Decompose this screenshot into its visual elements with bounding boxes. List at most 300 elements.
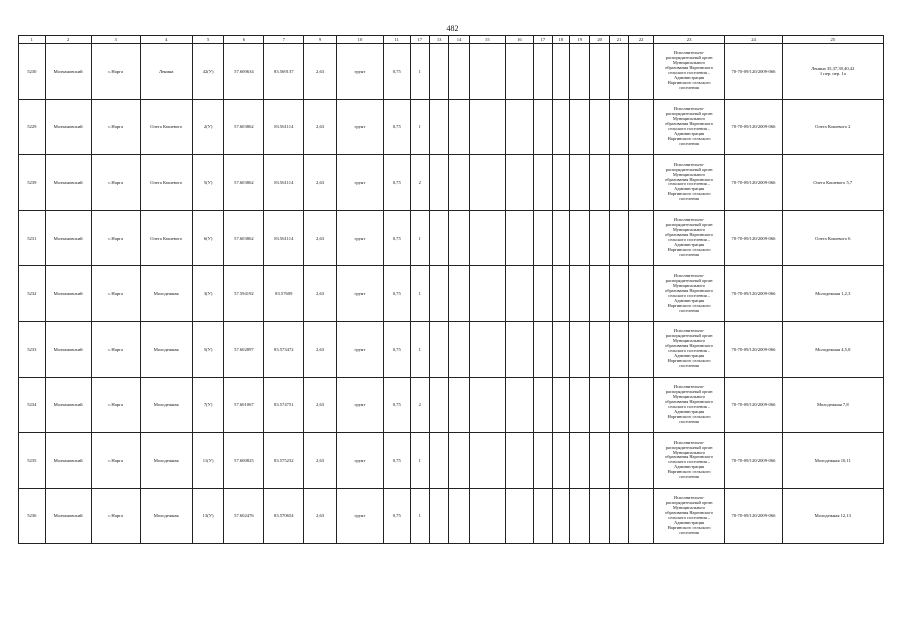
cell-empty	[505, 321, 534, 377]
cell-empty	[505, 99, 534, 155]
owner-line: Муниципального	[672, 282, 706, 288]
cell-registration-number: 70-70-09/120/2009-066	[725, 377, 782, 433]
cell-empty	[534, 210, 552, 266]
cell-empty	[429, 44, 448, 100]
cell-owner	[653, 210, 725, 266]
cell-empty	[552, 155, 569, 211]
cell-empty	[505, 210, 534, 266]
cell-empty	[609, 99, 628, 155]
cell-count: 1	[410, 488, 429, 544]
cell-registration-number: 70-70-09/120/2009-066	[725, 99, 782, 155]
cell-house-number: 13(У)	[192, 488, 224, 544]
cell-street: Молодежная	[140, 266, 192, 322]
cell-empty	[609, 210, 628, 266]
column-number: 1	[19, 36, 46, 44]
cell-empty	[469, 99, 505, 155]
cell-empty	[569, 321, 589, 377]
page-number: 482	[446, 24, 459, 33]
owner-line: Муниципального	[672, 227, 706, 233]
owner-line: поселения	[679, 307, 699, 313]
cell-district: Молчановский	[45, 377, 91, 433]
cell-count: 1	[410, 210, 429, 266]
cell-surface: грунт	[336, 377, 383, 433]
cell-longitude: 83.575232	[264, 433, 304, 489]
cell-count: 1	[410, 266, 429, 322]
cell-empty	[590, 155, 609, 211]
cell-empty	[569, 99, 589, 155]
owner-line: Наргинского сельского	[667, 469, 711, 475]
table-row	[19, 44, 884, 100]
owner-line: поселения	[679, 140, 699, 146]
cell-surface: грунт	[336, 155, 383, 211]
owner-line: сельского поселения –	[668, 403, 711, 409]
cell-registration-number: 70-70-09/120/2009-066	[725, 433, 782, 489]
cell-empty	[552, 266, 569, 322]
column-number: 18	[552, 36, 569, 44]
column-number: 13	[429, 36, 448, 44]
cell-object-number: 5239	[19, 155, 46, 211]
cell-object-number: 5235	[19, 433, 46, 489]
cell-address	[782, 99, 883, 155]
cell-latitude: 57.600634	[224, 44, 264, 100]
address-line: 1 пер. пер. 1а	[819, 71, 846, 77]
owner-line: Администрация	[674, 297, 705, 303]
cell-empty	[469, 321, 505, 377]
owner-line: Администрация	[674, 464, 705, 470]
table-row	[19, 266, 884, 322]
table-row	[19, 377, 884, 433]
cell-registration-number: 70-70-09/120/2009-066	[725, 266, 782, 322]
cell-empty	[609, 266, 628, 322]
owner-line: Администрация	[674, 353, 705, 359]
column-number-row	[19, 36, 884, 44]
cell-empty	[590, 488, 609, 544]
owner-line: распорядительный орган	[665, 166, 713, 172]
cell-street: Молодежная	[140, 433, 192, 489]
column-number: 9	[304, 36, 337, 44]
owner-line: Муниципального	[672, 60, 706, 66]
column-number: 25	[782, 36, 883, 44]
owner-line: сельского поселения –	[668, 348, 711, 354]
cell-object-number: 5231	[19, 210, 46, 266]
cell-registration-number: 70-70-09/120/2009-066	[725, 44, 782, 100]
cell-area: 2,63	[304, 488, 337, 544]
cell-empty	[429, 377, 448, 433]
cell-address	[782, 433, 883, 489]
address-line: Олега Кошевого 5,7	[813, 179, 853, 185]
cell-empty	[534, 99, 552, 155]
column-number: 17	[534, 36, 552, 44]
cell-settlement: с.Нарга	[91, 488, 140, 544]
cell-empty	[534, 155, 552, 211]
column-number: 23	[653, 36, 725, 44]
owner-line: поселения	[679, 474, 699, 480]
cell-count: 2	[410, 377, 429, 433]
owner-line: распорядительный орган	[665, 500, 713, 506]
cell-house-number: 3(У)	[192, 266, 224, 322]
table-row	[19, 488, 884, 544]
cell-empty	[469, 210, 505, 266]
owner-line: распорядительный орган	[665, 333, 713, 339]
cell-empty	[449, 488, 469, 544]
column-number: 10	[336, 36, 383, 44]
owner-line: образования Наргинского	[665, 398, 714, 404]
cell-address	[782, 155, 883, 211]
column-number: 11	[383, 36, 410, 44]
cell-surface: грунт	[336, 99, 383, 155]
cell-address	[782, 210, 883, 266]
cell-surface: грунт	[336, 433, 383, 489]
column-number: 4	[140, 36, 192, 44]
cell-empty	[449, 266, 469, 322]
column-number: 15	[469, 36, 505, 44]
address-line: Молодежная 12,13	[814, 513, 851, 519]
address-line: Молодежная 1,2,3	[815, 291, 851, 297]
owner-line: Наргинского сельского	[667, 524, 711, 530]
cell-district: Молчановский	[45, 488, 91, 544]
cell-empty	[552, 488, 569, 544]
owner-line: Администрация	[674, 408, 705, 414]
cell-empty	[590, 377, 609, 433]
cell-empty	[569, 377, 589, 433]
cell-district: Молчановский	[45, 210, 91, 266]
cell-latitude: 57.602897	[224, 321, 264, 377]
cell-latitude: 57.603862	[224, 210, 264, 266]
cell-empty	[469, 155, 505, 211]
owner-line: Наргинского сельского	[667, 358, 711, 364]
owner-line: Исполнительно-	[673, 328, 705, 334]
owner-line: сельского поселения –	[668, 70, 711, 76]
cell-count: 1	[410, 99, 429, 155]
cell-latitude: 57.601067	[224, 377, 264, 433]
cell-latitude: 57.602476	[224, 488, 264, 544]
cell-empty	[590, 99, 609, 155]
cell-empty	[629, 266, 654, 322]
owner-line: Муниципального	[672, 393, 706, 399]
cell-empty	[429, 266, 448, 322]
cell-empty	[569, 210, 589, 266]
cell-empty	[469, 377, 505, 433]
cell-empty	[429, 321, 448, 377]
cell-empty	[469, 488, 505, 544]
owner-line: Наргинского сельского	[667, 80, 711, 86]
cell-surface: грунт	[336, 321, 383, 377]
cell-value: 0,75	[383, 266, 410, 322]
cell-street: Ленина	[140, 44, 192, 100]
cell-value: 0,75	[383, 321, 410, 377]
cell-area: 2,63	[304, 210, 337, 266]
cell-owner	[653, 99, 725, 155]
cell-empty	[534, 44, 552, 100]
owner-line: распорядительный орган	[665, 388, 713, 394]
cell-address	[782, 321, 883, 377]
cell-empty	[609, 377, 628, 433]
cell-settlement: с.Нарга	[91, 377, 140, 433]
cell-empty	[629, 210, 654, 266]
cell-longitude: 83.573472	[264, 321, 304, 377]
cell-street: Олега Кошевого	[140, 155, 192, 211]
cell-address	[782, 44, 883, 100]
owner-line: Наргинского сельского	[667, 302, 711, 308]
owner-line: образования Наргинского	[665, 176, 714, 182]
cell-empty	[449, 44, 469, 100]
cell-empty	[569, 44, 589, 100]
owner-line: Исполнительно-	[673, 439, 705, 445]
cell-object-number: 5229	[19, 99, 46, 155]
owner-line: Исполнительно-	[673, 383, 705, 389]
owner-line: образования Наргинского	[665, 287, 714, 293]
register-body	[19, 44, 884, 544]
cell-object-number: 5234	[19, 377, 46, 433]
cell-area: 2,63	[304, 266, 337, 322]
cell-registration-number: 70-70-09/120/2009-066	[725, 210, 782, 266]
cell-house-number: 2(У)	[192, 99, 224, 155]
cell-empty	[629, 321, 654, 377]
cell-empty	[569, 155, 589, 211]
address-line: Молодежная 7,8	[816, 402, 849, 408]
cell-owner	[653, 155, 725, 211]
cell-empty	[629, 488, 654, 544]
owner-line: распорядительный орган	[665, 277, 713, 283]
cell-count: 1	[410, 433, 429, 489]
cell-owner	[653, 44, 725, 100]
cell-latitude: 57.594192	[224, 266, 264, 322]
cell-area: 2,63	[304, 433, 337, 489]
cell-value: 0,75	[383, 99, 410, 155]
address-line: Олега Кошевого 6	[815, 235, 851, 241]
cell-street: Олега Кошевого	[140, 99, 192, 155]
column-number: 5	[192, 36, 224, 44]
cell-empty	[629, 44, 654, 100]
table-row	[19, 433, 884, 489]
column-number: 20	[590, 36, 609, 44]
cell-empty	[590, 44, 609, 100]
cell-district: Молчановский	[45, 155, 91, 211]
cell-address	[782, 266, 883, 322]
owner-line: поселения	[679, 529, 699, 535]
cell-area: 2,63	[304, 321, 337, 377]
owner-line: сельского поселения –	[668, 237, 711, 243]
cell-count: 1	[410, 321, 429, 377]
cell-area: 2,63	[304, 99, 337, 155]
cell-empty	[429, 488, 448, 544]
cell-empty	[569, 488, 589, 544]
cell-count: 2	[410, 155, 429, 211]
cell-empty	[552, 99, 569, 155]
owner-line: Муниципального	[672, 115, 706, 121]
owner-line: поселения	[679, 363, 699, 369]
cell-empty	[505, 488, 534, 544]
cell-owner	[653, 488, 725, 544]
table-row	[19, 155, 884, 211]
cell-longitude: 83.561114	[264, 155, 304, 211]
column-number: 14	[449, 36, 469, 44]
cell-settlement: с.Нарга	[91, 99, 140, 155]
cell-empty	[449, 210, 469, 266]
column-number: 17	[410, 36, 429, 44]
owner-line: образования Наргинского	[665, 454, 714, 460]
cell-house-number: 11(У)	[192, 433, 224, 489]
cell-object-number: 5230	[19, 44, 46, 100]
owner-line: Администрация	[674, 186, 705, 192]
cell-empty	[505, 155, 534, 211]
cell-area: 2,63	[304, 155, 337, 211]
cell-district: Молчановский	[45, 99, 91, 155]
cell-house-number: 42(У)	[192, 44, 224, 100]
owner-line: поселения	[679, 85, 699, 91]
owner-line: образования Наргинского	[665, 510, 714, 516]
cell-empty	[429, 155, 448, 211]
cell-street: Молодежная	[140, 488, 192, 544]
cell-empty	[534, 377, 552, 433]
owner-line: Наргинского сельского	[667, 135, 711, 141]
cell-object-number: 5233	[19, 321, 46, 377]
cell-settlement: с.Нарга	[91, 266, 140, 322]
cell-house-number: 6(У)	[192, 210, 224, 266]
cell-empty	[609, 155, 628, 211]
register-table	[18, 35, 884, 544]
table-row	[19, 321, 884, 377]
cell-street: Молодежная	[140, 377, 192, 433]
cell-latitude: 57.603862	[224, 99, 264, 155]
column-number: 22	[629, 36, 654, 44]
cell-empty	[505, 377, 534, 433]
owner-line: сельского поселения –	[668, 459, 711, 465]
cell-registration-number: 70-70-09/120/2009-066	[725, 321, 782, 377]
owner-line: поселения	[679, 251, 699, 257]
owner-line: Муниципального	[672, 449, 706, 455]
cell-latitude: 57.600825	[224, 433, 264, 489]
column-number: 24	[725, 36, 782, 44]
cell-empty	[449, 433, 469, 489]
column-number: 16	[505, 36, 534, 44]
cell-empty	[469, 44, 505, 100]
table-row	[19, 210, 884, 266]
cell-value: 0,75	[383, 488, 410, 544]
cell-longitude: 83.574751	[264, 377, 304, 433]
cell-empty	[469, 433, 505, 489]
cell-empty	[590, 433, 609, 489]
owner-line: сельского поселения –	[668, 515, 711, 521]
owner-line: Муниципального	[672, 338, 706, 344]
cell-value: 0,75	[383, 155, 410, 211]
cell-empty	[590, 210, 609, 266]
cell-address	[782, 377, 883, 433]
address-line: Ленина 35,37,39,40,42	[811, 66, 855, 72]
column-number: 3	[91, 36, 140, 44]
owner-line: поселения	[679, 196, 699, 202]
owner-line: сельского поселения –	[668, 292, 711, 298]
owner-line: Исполнительно-	[673, 495, 705, 501]
cell-settlement: с.Нарга	[91, 321, 140, 377]
cell-empty	[552, 377, 569, 433]
owner-line: Исполнительно-	[673, 217, 705, 223]
owner-line: Администрация	[674, 242, 705, 248]
owner-line: Исполнительно-	[673, 161, 705, 167]
owner-line: поселения	[679, 418, 699, 424]
cell-empty	[534, 266, 552, 322]
owner-line: Исполнительно-	[673, 50, 705, 56]
owner-line: образования Наргинского	[665, 120, 714, 126]
cell-empty	[629, 99, 654, 155]
owner-line: Наргинского сельского	[667, 247, 711, 253]
column-number: 19	[569, 36, 589, 44]
cell-empty	[552, 44, 569, 100]
cell-settlement: с.Нарга	[91, 44, 140, 100]
owner-line: Муниципального	[672, 505, 706, 511]
cell-empty	[590, 266, 609, 322]
cell-empty	[609, 433, 628, 489]
cell-house-number: 5(У)	[192, 321, 224, 377]
cell-empty	[534, 433, 552, 489]
column-number: 2	[45, 36, 91, 44]
cell-registration-number: 70-70-09/120/2009-066	[725, 155, 782, 211]
owner-line: Наргинского сельского	[667, 413, 711, 419]
cell-empty	[449, 321, 469, 377]
cell-empty	[505, 44, 534, 100]
owner-line: Наргинского сельского	[667, 191, 711, 197]
cell-owner	[653, 266, 725, 322]
cell-settlement: с.Нарга	[91, 433, 140, 489]
cell-empty	[449, 155, 469, 211]
cell-registration-number: 70-70-09/120/2009-066	[725, 488, 782, 544]
cell-value: 0,75	[383, 377, 410, 433]
cell-object-number: 5236	[19, 488, 46, 544]
cell-empty	[552, 210, 569, 266]
column-number: 6	[224, 36, 264, 44]
cell-empty	[569, 266, 589, 322]
cell-empty	[534, 488, 552, 544]
cell-longitude: 83.561114	[264, 210, 304, 266]
cell-district: Молчановский	[45, 44, 91, 100]
cell-longitude: 83.57609	[264, 266, 304, 322]
owner-line: Муниципального	[672, 171, 706, 177]
owner-line: образования Наргинского	[665, 232, 714, 238]
cell-longitude: 83.570654	[264, 488, 304, 544]
cell-owner	[653, 321, 725, 377]
cell-empty	[429, 433, 448, 489]
owner-line: Исполнительно-	[673, 106, 705, 112]
cell-empty	[449, 377, 469, 433]
owner-line: распорядительный орган	[665, 110, 713, 116]
column-number: 21	[609, 36, 628, 44]
owner-line: образования Наргинского	[665, 343, 714, 349]
cell-area: 2,63	[304, 377, 337, 433]
cell-value: 0,75	[383, 210, 410, 266]
cell-house-number: 5(У)	[192, 155, 224, 211]
cell-empty	[505, 433, 534, 489]
address-line: Олега Кошевого 2	[815, 124, 851, 130]
owner-line: распорядительный орган	[665, 222, 713, 228]
cell-district: Молчановский	[45, 266, 91, 322]
cell-street: Молодежная	[140, 321, 192, 377]
cell-surface: грунт	[336, 44, 383, 100]
cell-owner	[653, 377, 725, 433]
cell-latitude: 57.603862	[224, 155, 264, 211]
cell-empty	[629, 155, 654, 211]
column-number: 7	[264, 36, 304, 44]
owner-line: сельского поселения –	[668, 181, 711, 187]
address-line: Молодежная 10,11	[814, 457, 851, 463]
cell-empty	[534, 321, 552, 377]
cell-settlement: с.Нарга	[91, 155, 140, 211]
cell-district: Молчановский	[45, 433, 91, 489]
cell-count: 1	[410, 44, 429, 100]
owner-line: образования Наргинского	[665, 65, 714, 71]
owner-line: Администрация	[674, 520, 705, 526]
owner-line: распорядительный орган	[665, 444, 713, 450]
cell-area: 2,63	[304, 44, 337, 100]
